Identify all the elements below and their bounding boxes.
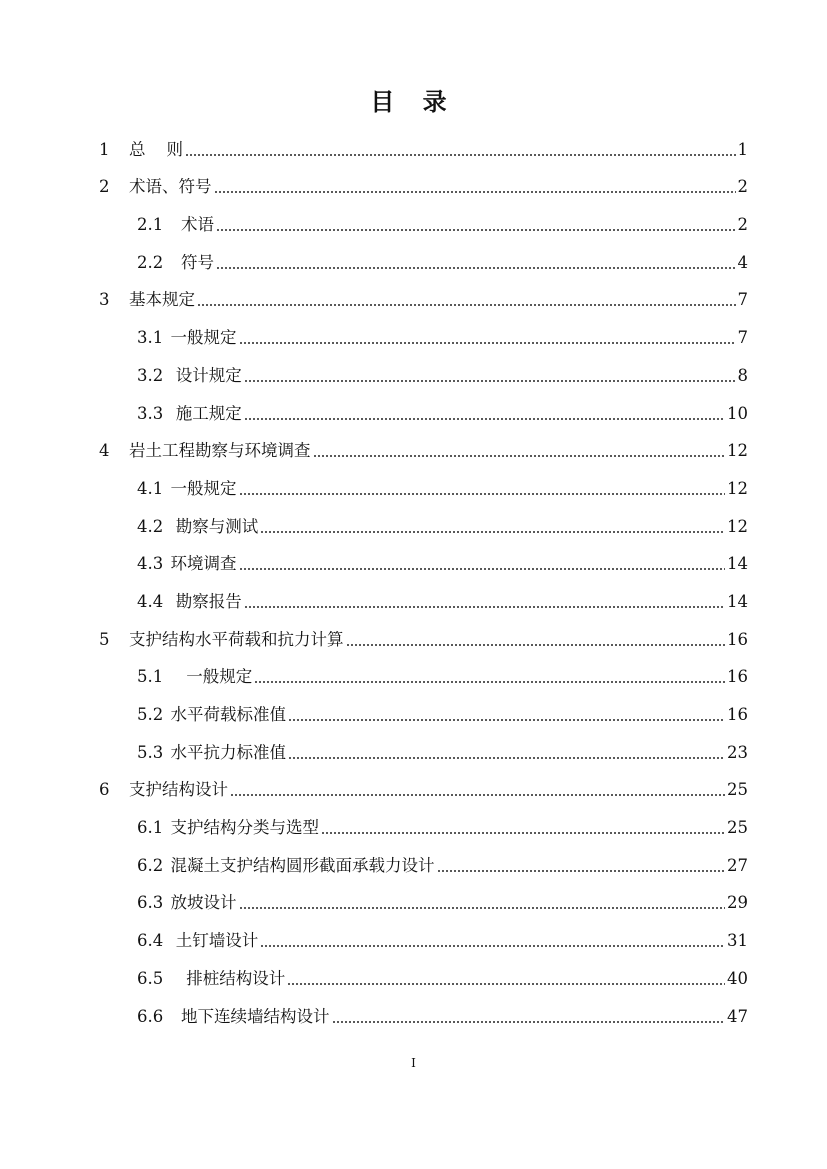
toc-entry-label: 环境调查 [165,554,237,574]
toc-entry[interactable] [99,769,748,807]
toc-entry-label: 支护结构水平荷载和抗力计算 [129,629,344,649]
toc-entry-number: 5.2 [137,705,164,724]
toc-entry[interactable] [99,731,748,769]
toc-entry-label: 一般规定 [165,328,237,348]
dot-leader [244,604,725,609]
toc-entry-page: 23 [727,742,748,762]
toc-entry-page: 4 [737,252,748,272]
toc-entry-label: 一般规定 [165,478,237,498]
toc-entry[interactable] [99,656,748,694]
toc-entry-number: 2.2 [137,252,164,272]
toc-entry-label: 术语、符号 [129,177,212,197]
dot-leader [239,566,726,571]
dot-leader [288,717,725,722]
toc-entry-label: 地下连续墙结构设计 [165,1006,330,1026]
toc-entry-label: 勘察与测试 [165,516,259,536]
toc-entry-number: 4 [99,441,110,461]
toc-entry[interactable] [99,543,748,581]
toc-entry-label: 水平荷载标准值 [165,705,286,724]
toc-entry-page: 47 [727,1006,748,1026]
dot-leader [239,905,726,910]
toc-entry-page: 14 [727,554,748,574]
dot-leader [288,755,725,760]
dot-leader [332,1019,726,1024]
toc-entry[interactable] [99,580,748,618]
dot-leader [216,227,736,232]
toc-entry-page: 40 [727,968,748,988]
toc-entry-number: 6.1 [137,818,164,838]
toc-entry-label: 基本规定 [129,290,195,310]
toc-entry[interactable] [99,806,748,844]
dot-leader [437,868,726,873]
toc-entry-page: 7 [737,328,748,348]
dot-leader [239,340,736,345]
toc-entry-label: 放坡设计 [165,893,237,913]
toc-entry[interactable] [99,882,748,920]
dot-leader [260,529,725,534]
toc-entry-label: 支护结构设计 [129,780,228,800]
toc-entry-number: 4.3 [137,554,164,574]
dot-leader [260,943,725,948]
toc-entry[interactable] [99,957,748,995]
toc-entry-page: 7 [737,290,748,310]
toc-entry[interactable] [99,467,748,505]
toc-entry[interactable] [99,430,748,468]
dot-leader [313,453,726,458]
dot-leader [230,792,725,797]
toc-entry-page: 31 [727,931,748,951]
toc-entry-page: 25 [727,818,748,838]
toc-entry[interactable] [99,995,748,1033]
toc-entry-label: 排桩结构设计 [165,968,286,988]
toc-entry-label: 勘察报告 [165,591,242,611]
dot-leader [321,830,725,835]
toc-entry[interactable] [99,392,748,430]
toc-entry[interactable] [99,128,748,166]
toc-entry-page: 8 [737,365,748,385]
toc-entry[interactable] [99,203,748,241]
toc-entry-number: 6.2 [137,855,164,875]
toc-entry[interactable] [99,919,748,957]
toc-entry-number: 6.4 [137,931,164,951]
dot-leader [287,981,725,986]
toc-entry[interactable] [99,618,748,656]
toc-entry[interactable] [99,316,748,354]
toc-entry-label: 施工规定 [165,403,242,423]
toc-entry-page: 12 [727,516,748,536]
toc-entry[interactable] [99,279,748,317]
toc-entry-number: 4.4 [137,591,164,611]
toc-entry-number: 6.6 [137,1006,164,1026]
toc-entry-number: 3.2 [137,365,164,385]
toc-entry[interactable] [99,166,748,204]
toc-entry-label: 设计规定 [165,365,242,385]
toc-entry-number: 6.5 [137,968,164,988]
toc-entry-number: 5.3 [137,742,164,762]
toc-entry-number: 3.1 [137,328,164,348]
dot-leader [244,378,736,383]
toc-entry-page: 10 [727,403,748,423]
toc-entry-number: 1 [99,139,110,159]
toc-entry-label: 一般规定 [165,667,253,687]
dot-leader [197,302,736,307]
dot-leader [214,189,736,194]
toc-entry-label: 术语 [165,215,214,235]
toc-entry-page: 16 [727,667,748,687]
toc-entry[interactable] [99,693,748,731]
toc-entry-page: 16 [727,629,748,649]
toc-entry-label: 总 则 [129,139,183,159]
toc-entry-number: 5.1 [137,667,164,687]
toc-entry-label: 符号 [165,252,214,272]
toc-entry-label: 水平抗力标准值 [165,742,286,762]
toc-entry-number: 6 [99,780,110,800]
toc-entry-page: 12 [727,478,748,498]
toc-entry-label: 岩土工程勘察与环境调查 [129,441,311,461]
toc-entry-number: 6.3 [137,893,164,913]
dot-leader [254,679,725,684]
dot-leader [346,642,726,647]
toc-entry-page: 12 [727,441,748,461]
dot-leader [244,416,725,421]
page-title: 目 录 [370,87,457,116]
dot-leader [216,265,736,270]
toc-entry[interactable] [99,354,748,392]
toc-entry-number: 4.2 [137,516,164,536]
toc-entry-label: 混凝土支护结构圆形截面承载力设计 [165,855,435,875]
toc-entry-page: 16 [727,705,748,724]
toc-entry[interactable] [99,241,748,279]
toc-entry[interactable] [99,844,748,882]
toc-entry-number: 2 [99,177,110,197]
toc-entry-number: 3.3 [137,403,164,423]
toc-entry-page: 14 [727,591,748,611]
toc-entry-page: 27 [727,855,748,875]
dot-leader [239,491,726,496]
toc-entry-page: 1 [737,139,748,159]
toc-entry-page: 25 [727,780,748,800]
toc-entry-number: 4.1 [137,478,164,498]
toc-entry[interactable] [99,505,748,543]
toc-entry-label: 土钉墙设计 [165,931,259,951]
toc-entry-page: 2 [737,215,748,235]
toc-entry-label: 支护结构分类与选型 [165,818,319,838]
toc-entry-page: 2 [737,177,748,197]
dot-leader [185,152,736,157]
toc-entry-page: 29 [727,893,748,913]
toc-entry-number: 2.1 [137,215,164,235]
table-of-contents [99,128,748,1033]
toc-entry-number: 5 [99,629,110,649]
toc-entry-number: 3 [99,290,110,310]
page-number: I [411,1056,416,1070]
